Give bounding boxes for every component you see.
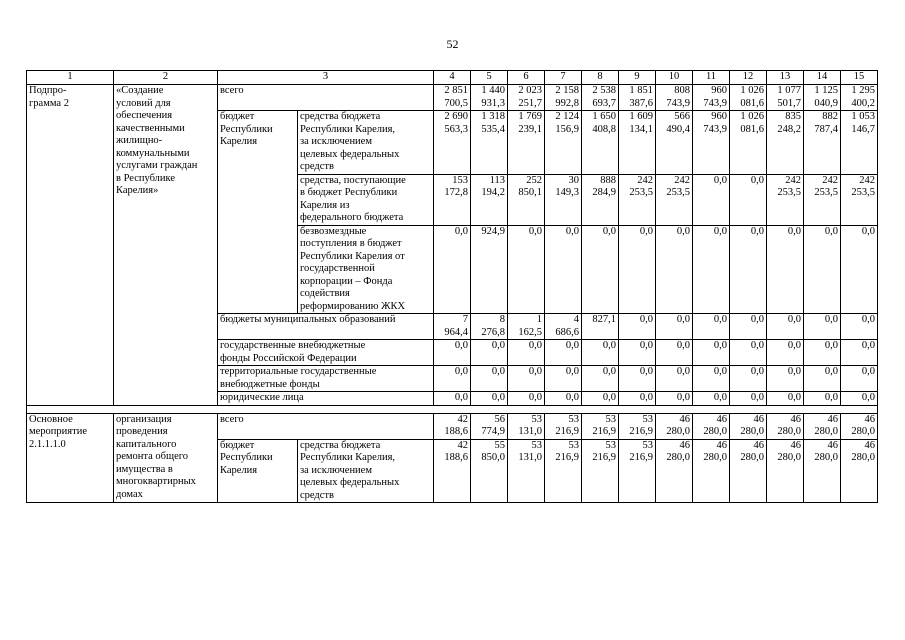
measure-code: Основное мероприятие 2.1.1.1.0 [27,413,114,503]
value-cell: 0,0 [693,314,730,340]
value-cell: 835 248,2 [767,111,804,175]
value-cell: 0,0 [767,392,804,406]
column-number: 4 [434,71,471,85]
value-cell: 1 026 081,6 [730,85,767,111]
value-cell: 1 769 239,1 [508,111,545,175]
value-cell: 888 284,9 [582,174,619,225]
value-cell: 0,0 [582,225,619,314]
value-cell: 0,0 [582,340,619,366]
value-cell: 4 686,6 [545,314,582,340]
value-cell: 0,0 [730,174,767,225]
value-cell: 0,0 [804,366,841,392]
value-cell: 53 216,9 [619,439,656,503]
value-cell: 0,0 [434,392,471,406]
value-cell: 46 280,0 [804,439,841,503]
value-cell: 53 216,9 [582,439,619,503]
column-number: 11 [693,71,730,85]
value-cell: 0,0 [656,392,693,406]
value-cell: 30 149,3 [545,174,582,225]
value-cell: 242 253,5 [656,174,693,225]
page-number: 52 [446,37,459,51]
column-number: 8 [582,71,619,85]
value-cell: 960 743,9 [693,111,730,175]
funding-source-label: средства, поступающие в бюджет Республики Карелия из федерального бюджета [298,174,434,225]
value-cell: 566 490,4 [656,111,693,175]
value-cell: 2 124 156,9 [545,111,582,175]
value-cell: 0,0 [841,314,878,340]
value-cell: 242 253,5 [767,174,804,225]
column-number: 6 [508,71,545,85]
value-cell: 46 280,0 [767,413,804,439]
value-cell: 0,0 [619,314,656,340]
value-cell: 0,0 [619,225,656,314]
value-cell: 0,0 [841,392,878,406]
value-cell: 0,0 [656,314,693,340]
budget-group-label: бюджет Республики Карелия [218,111,298,314]
value-cell: 0,0 [508,392,545,406]
value-cell: 0,0 [730,366,767,392]
budget-table [26,70,878,503]
value-cell: 46 280,0 [693,439,730,503]
column-number-row [27,71,878,85]
program-code: Подпро- грамма 2 [27,85,114,406]
value-cell: 0,0 [841,225,878,314]
value-cell: 0,0 [471,392,508,406]
value-cell: 56 774,9 [471,413,508,439]
value-cell: 0,0 [619,366,656,392]
value-cell: 0,0 [804,314,841,340]
funding-source-label: всего [218,85,434,111]
value-cell: 46 280,0 [767,439,804,503]
value-cell: 0,0 [656,340,693,366]
value-cell: 53 216,9 [619,413,656,439]
value-cell: 0,0 [545,340,582,366]
value-cell: 808 743,9 [656,85,693,111]
value-cell: 882 787,4 [804,111,841,175]
value-cell: 0,0 [545,366,582,392]
value-cell: 46 280,0 [730,439,767,503]
measure-name: организация проведения капитального ремонта общего имущества в многоквартирных домах [114,413,218,503]
program-name: «Создание условий для обеспечения качественными жилищно- коммунальными услугами граждан в Республике Карелия» [114,85,218,406]
column-number: 3 [218,71,434,85]
value-cell: 2 851 700,5 [434,85,471,111]
funding-source-label: территориальные государственные внебюджетные фонды [218,366,434,392]
column-number: 10 [656,71,693,85]
funding-source-label: государственные внебюджетные фонды Российской Федерации [218,340,434,366]
value-cell: 0,0 [434,366,471,392]
spacer-row [27,405,878,413]
value-cell: 7 964,4 [434,314,471,340]
value-cell: 0,0 [471,366,508,392]
value-cell: 2 023 251,7 [508,85,545,111]
value-cell: 2 538 693,7 [582,85,619,111]
value-cell: 8 276,8 [471,314,508,340]
column-number: 13 [767,71,804,85]
value-cell: 1 650 408,8 [582,111,619,175]
value-cell: 0,0 [841,340,878,366]
value-cell: 1 077 501,7 [767,85,804,111]
value-cell: 53 216,9 [582,413,619,439]
column-number: 14 [804,71,841,85]
column-number: 2 [114,71,218,85]
value-cell: 42 188,6 [434,413,471,439]
value-cell: 242 253,5 [619,174,656,225]
funding-source-label: средства бюджета Республики Карелия, за исключением целевых федеральных средств [298,439,434,503]
value-cell: 0,0 [582,392,619,406]
value-cell: 0,0 [730,314,767,340]
value-cell: 1 318 535,4 [471,111,508,175]
value-cell: 46 280,0 [656,439,693,503]
funding-source-label: юридические лица [218,392,434,406]
value-cell: 0,0 [767,366,804,392]
value-cell: 0,0 [730,340,767,366]
value-cell: 0,0 [619,340,656,366]
value-cell: 46 280,0 [841,439,878,503]
value-cell: 0,0 [693,366,730,392]
value-cell: 42 188,6 [434,439,471,503]
value-cell: 0,0 [619,392,656,406]
value-cell: 1 162,5 [508,314,545,340]
budget-group-label: бюджет Республики Карелия [218,439,298,503]
column-number: 15 [841,71,878,85]
value-cell: 0,0 [804,392,841,406]
value-cell: 0,0 [767,340,804,366]
value-cell: 2 158 992,8 [545,85,582,111]
funding-source-label: безвозмездные поступления в бюджет Республики Карелия от государственной корпорации – Фонда содействия реформированию ЖКХ [298,225,434,314]
value-cell: 0,0 [471,340,508,366]
value-cell: 0,0 [656,225,693,314]
value-cell: 0,0 [693,392,730,406]
column-number: 5 [471,71,508,85]
value-cell: 0,0 [656,366,693,392]
value-cell: 0,0 [693,340,730,366]
value-cell: 0,0 [545,225,582,314]
value-cell: 0,0 [804,225,841,314]
value-cell: 827,1 [582,314,619,340]
value-cell: 53 131,0 [508,413,545,439]
table-row [27,413,878,439]
value-cell: 0,0 [730,225,767,314]
value-cell: 0,0 [508,340,545,366]
value-cell: 153 172,8 [434,174,471,225]
value-cell: 1 026 081,6 [730,111,767,175]
column-number: 1 [27,71,114,85]
funding-source-label: средства бюджета Республики Карелия, за исключением целевых федеральных средств [298,111,434,175]
value-cell: 242 253,5 [804,174,841,225]
value-cell: 0,0 [434,340,471,366]
value-cell: 1 295 400,2 [841,85,878,111]
value-cell: 0,0 [508,225,545,314]
value-cell: 1 609 134,1 [619,111,656,175]
value-cell: 0,0 [841,366,878,392]
value-cell: 0,0 [582,366,619,392]
table-row [27,85,878,111]
value-cell: 46 280,0 [841,413,878,439]
column-number: 9 [619,71,656,85]
column-number: 12 [730,71,767,85]
value-cell: 46 280,0 [730,413,767,439]
value-cell: 960 743,9 [693,85,730,111]
value-cell: 2 690 563,3 [434,111,471,175]
value-cell: 0,0 [804,340,841,366]
value-cell: 252 850,1 [508,174,545,225]
value-cell: 924,9 [471,225,508,314]
spacer-cell [27,405,878,413]
value-cell: 46 280,0 [804,413,841,439]
value-cell: 0,0 [693,225,730,314]
value-cell: 1 125 040,9 [804,85,841,111]
value-cell: 53 216,9 [545,439,582,503]
value-cell: 242 253,5 [841,174,878,225]
value-cell: 0,0 [434,225,471,314]
value-cell: 1 440 931,3 [471,85,508,111]
value-cell: 46 280,0 [693,413,730,439]
value-cell: 1 053 146,7 [841,111,878,175]
value-cell: 1 851 387,6 [619,85,656,111]
value-cell: 0,0 [767,314,804,340]
value-cell: 113 194,2 [471,174,508,225]
value-cell: 0,0 [730,392,767,406]
value-cell: 0,0 [508,366,545,392]
funding-source-label: бюджеты муниципальных образований [218,314,434,340]
value-cell: 53 131,0 [508,439,545,503]
column-number: 7 [545,71,582,85]
value-cell: 0,0 [693,174,730,225]
value-cell: 46 280,0 [656,413,693,439]
value-cell: 0,0 [545,392,582,406]
value-cell: 53 216,9 [545,413,582,439]
funding-source-label: всего [218,413,434,439]
value-cell: 0,0 [767,225,804,314]
value-cell: 55 850,0 [471,439,508,503]
